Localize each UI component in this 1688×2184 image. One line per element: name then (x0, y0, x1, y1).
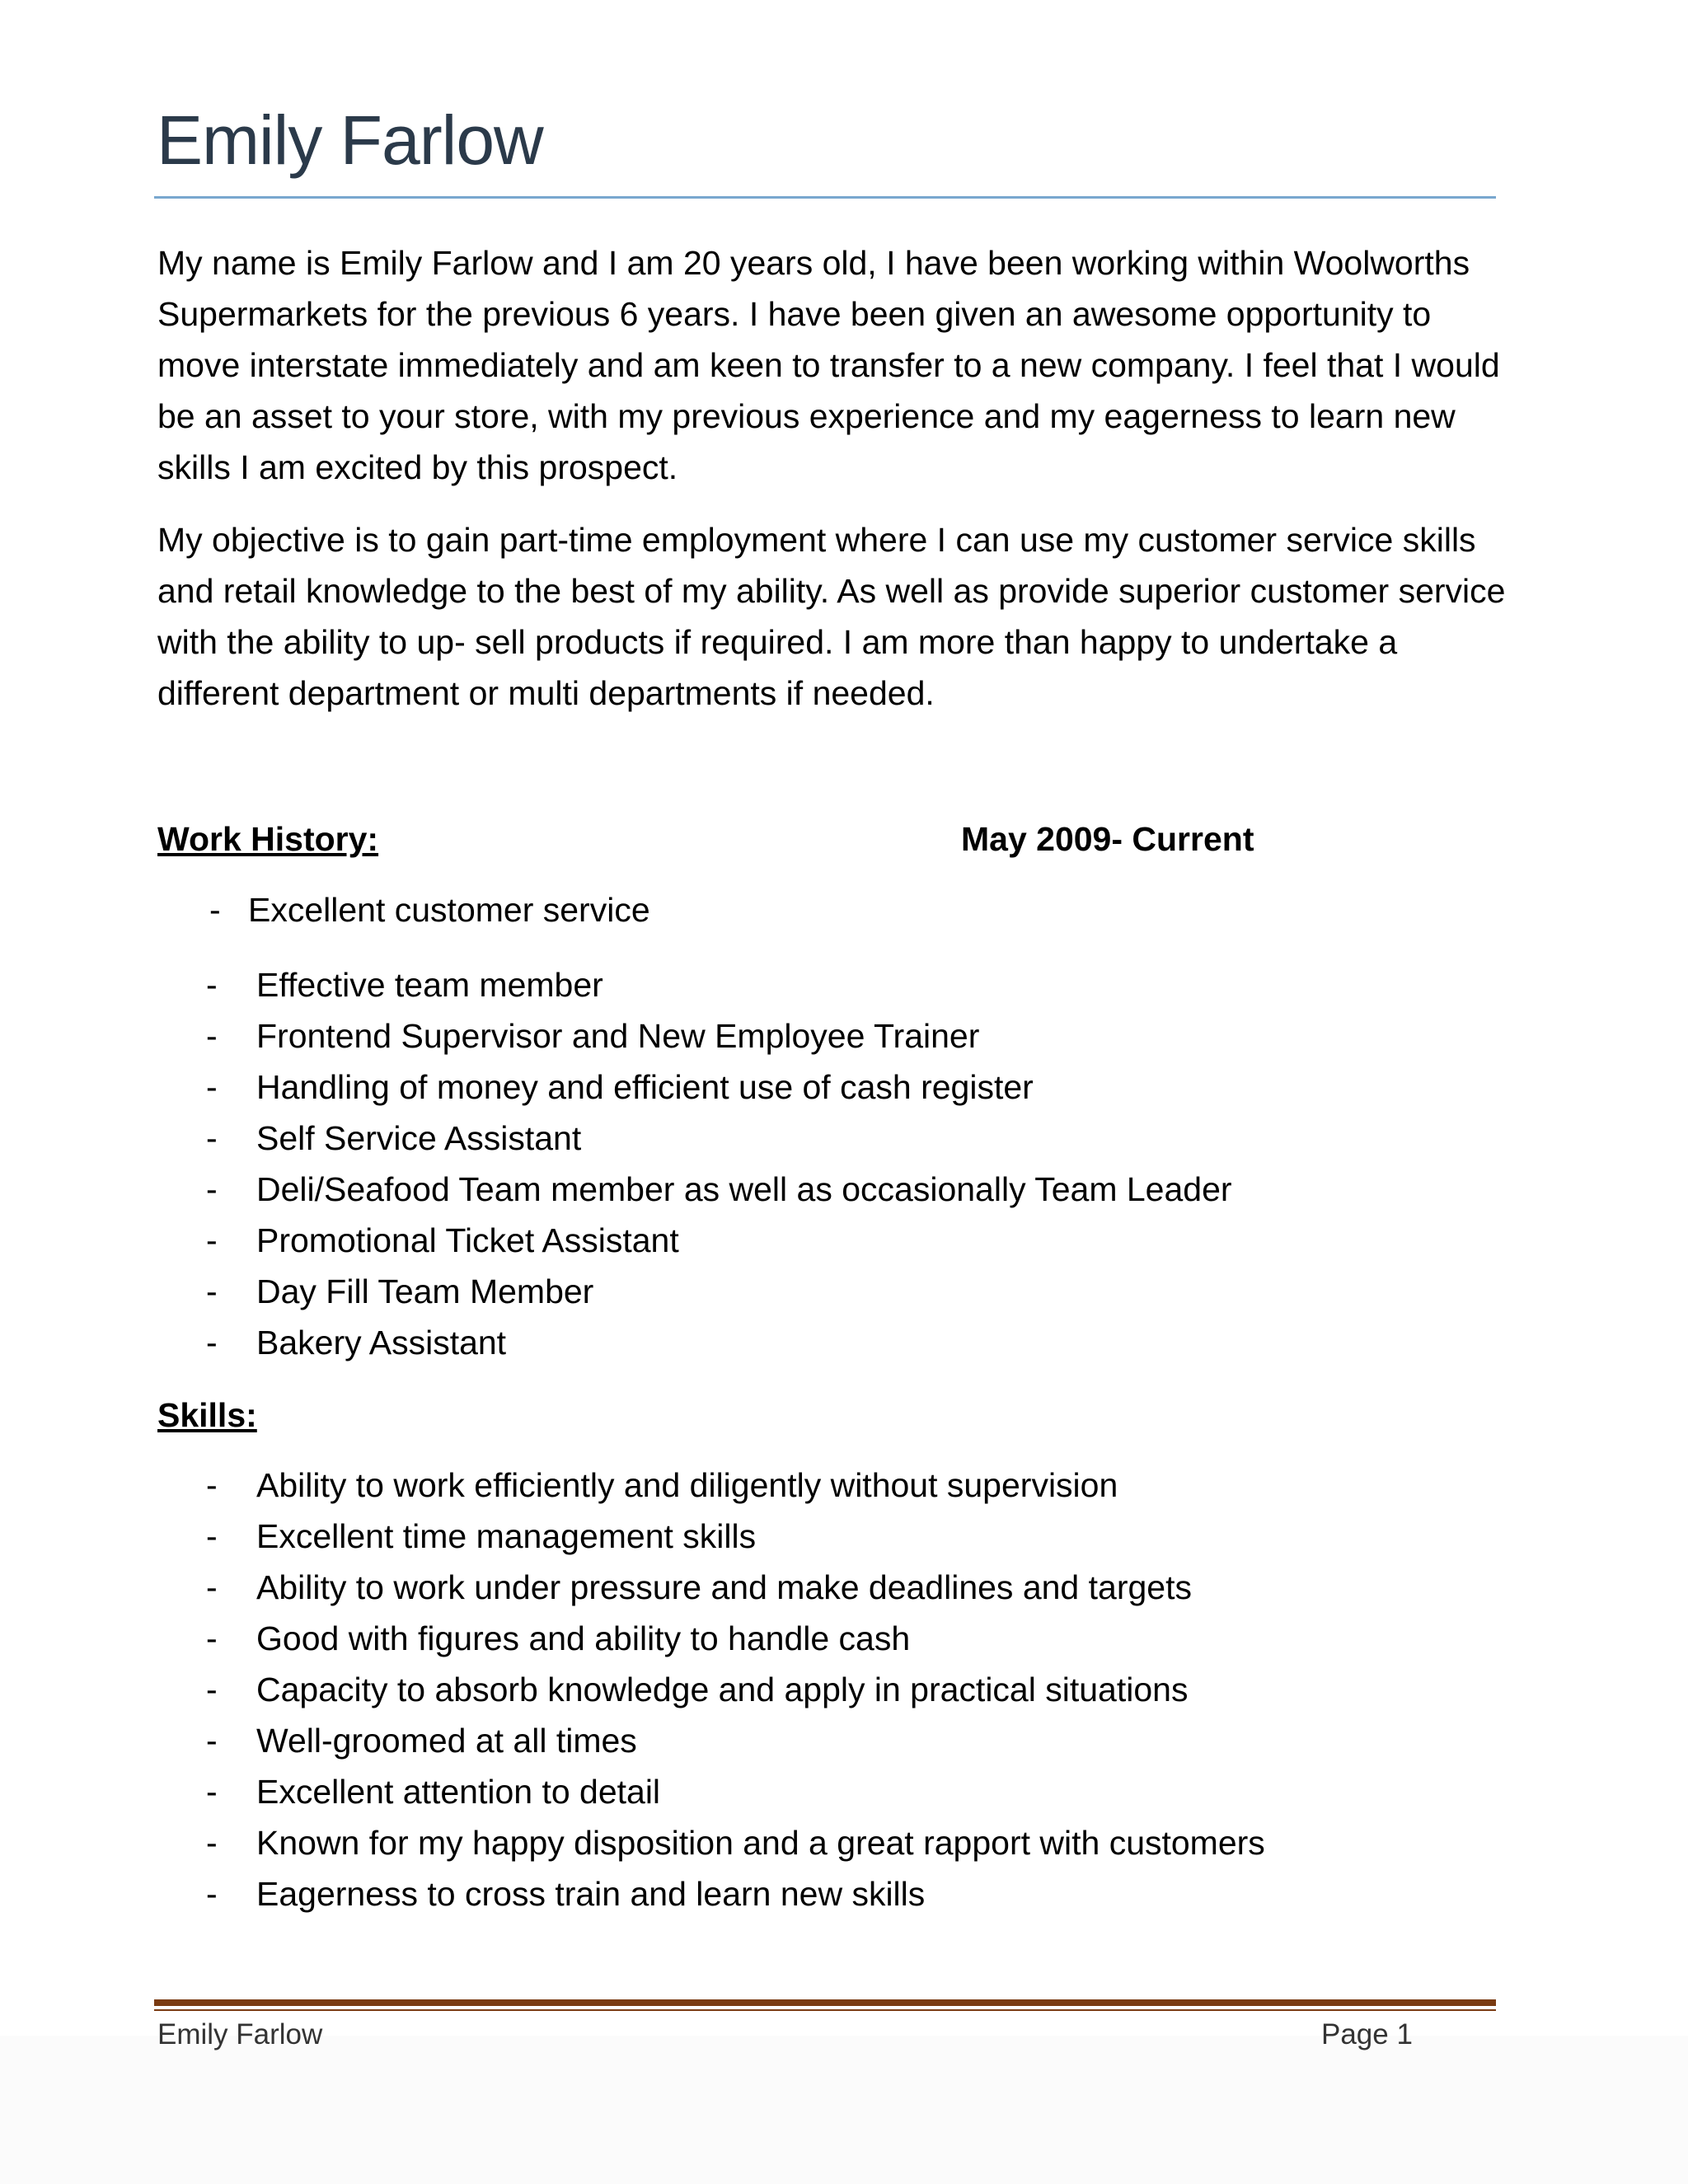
list-dash: - (206, 1221, 218, 1259)
list-dash: - (206, 1671, 218, 1708)
skill-item-text: Capacity to absorb knowledge and apply in practical situations (256, 1671, 1189, 1708)
list-dash: - (206, 966, 218, 1004)
list-dash: - (206, 1619, 218, 1657)
work-history-item-text: Excellent customer service (248, 891, 650, 929)
work-history-item-text: Promotional Ticket Assistant (256, 1221, 679, 1259)
page-title: Emily Farlow (157, 101, 543, 179)
list-dash: - (206, 1119, 218, 1157)
skill-item-text: Well-groomed at all times (256, 1722, 637, 1760)
skills-heading: Skills: (157, 1396, 257, 1434)
work-history-heading: Work History: (157, 820, 379, 858)
list-dash: - (206, 1068, 218, 1106)
work-history-item-text: Bakery Assistant (256, 1324, 507, 1361)
list-dash: - (206, 1324, 218, 1361)
footer-page-number: Page 1 (1321, 2018, 1413, 2050)
list-dash: - (206, 1773, 218, 1811)
list-dash: - (206, 1875, 218, 1913)
objective-paragraph: My objective is to gain part-time employment where I can use my customer service skills and retail knowledge to the best of my ability. As well as provide superior customer service with the ability to up- sell products if required. I am more than happy to undertake a different department or multi departments if needed. (157, 521, 1506, 712)
work-history-item-text: Day Fill Team Member (256, 1272, 594, 1310)
list-dash: - (206, 1722, 218, 1760)
work-history-item-text: Effective team member (256, 966, 603, 1004)
work-history-period: May 2009- Current (961, 820, 1254, 858)
skill-item-text: Ability to work under pressure and make deadlines and targets (256, 1568, 1192, 1606)
list-dash: - (206, 1272, 218, 1310)
work-history-item-text: Frontend Supervisor and New Employee Trainer (256, 1017, 980, 1055)
skill-item-text: Excellent time management skills (256, 1517, 757, 1555)
title-divider (154, 196, 1496, 199)
list-dash: - (206, 1568, 218, 1606)
page-bottom-tint (0, 2036, 1688, 2184)
skill-item-text: Ability to work efficiently and diligently without supervision (256, 1466, 1118, 1504)
skill-item-text: Good with figures and ability to handle cash (256, 1619, 911, 1657)
work-history-item-text: Deli/Seafood Team member as well as occasionally Team Leader (256, 1170, 1232, 1208)
skill-item-text: Excellent attention to detail (256, 1773, 661, 1811)
work-history-item-text: Handling of money and efficient use of cash register (256, 1068, 1034, 1106)
work-history-item-text: Self Service Assistant (256, 1119, 582, 1157)
skill-item-text: Eagerness to cross train and learn new skills (256, 1875, 926, 1913)
list-dash: - (206, 1466, 218, 1504)
skill-item-text: Known for my happy disposition and a great rapport with customers (256, 1824, 1265, 1862)
list-dash: - (209, 891, 221, 929)
footer-name: Emily Farlow (157, 2018, 323, 2050)
list-dash: - (206, 1517, 218, 1555)
intro-paragraph: My name is Emily Farlow and I am 20 years old, I have been working within Woolworths Supermarkets for the previous 6 years. I have been given an awesome opportunity to move interstate immediately and am keen to transfer to a new company. I feel that I would be an asset to your store, with my previous experience and my eagerness to learn new skills I am excited by this prospect. (157, 244, 1500, 486)
list-dash: - (206, 1170, 218, 1208)
footer-divider-thin (154, 2009, 1496, 2011)
list-dash: - (206, 1824, 218, 1862)
list-dash: - (206, 1017, 218, 1055)
footer-divider (154, 1999, 1496, 2006)
